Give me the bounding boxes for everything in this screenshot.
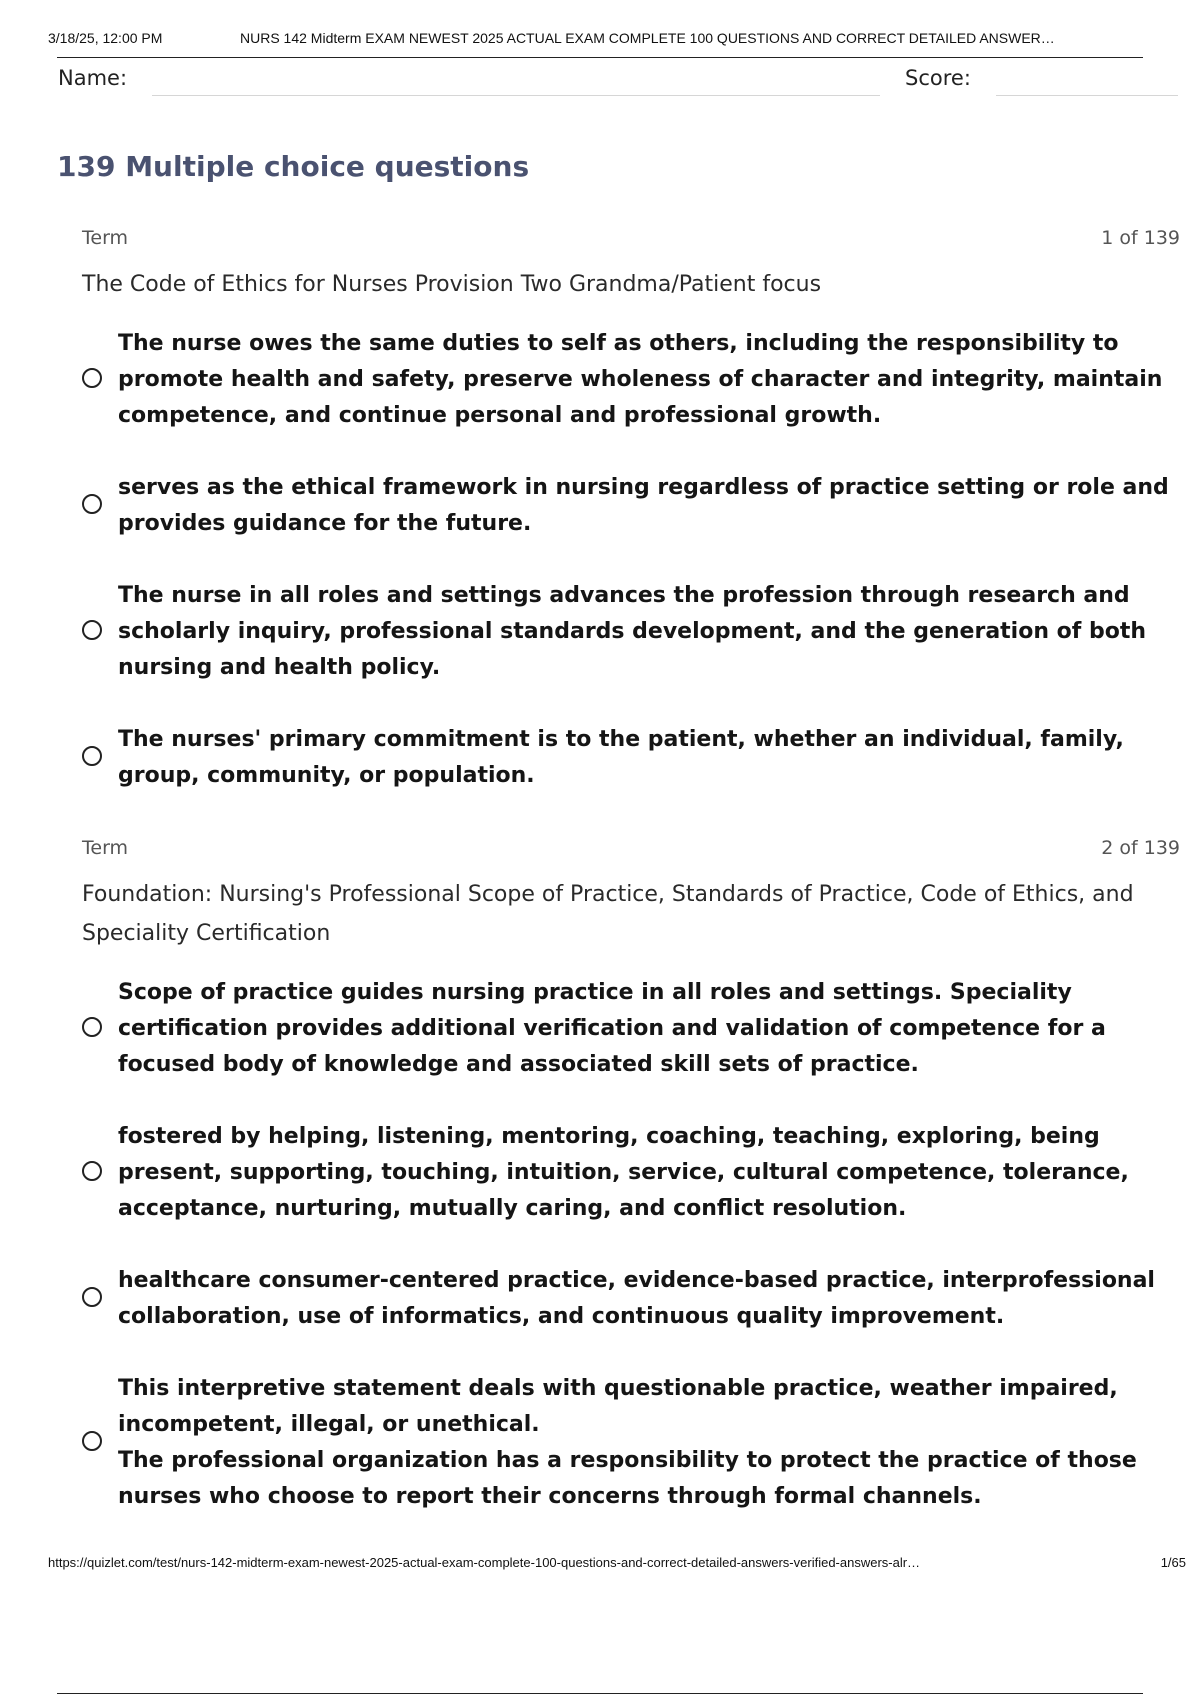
answer-option[interactable] <box>82 1263 1180 1335</box>
radio-button-icon[interactable] <box>82 1017 102 1037</box>
name-field[interactable] <box>152 95 880 96</box>
answer-option[interactable] <box>82 470 1180 542</box>
option-text: The nurses' primary commitment is to the patient, whether an individual, family, group, community, or population. <box>118 727 1124 788</box>
term-counter: 2 of 139 <box>1101 837 1180 859</box>
option-text: The nurse in all roles and settings advances the profession through research and scholarly inquiry, professional standards development, and the generation of both nursing and health policy. <box>118 583 1147 680</box>
radio-button-icon[interactable] <box>82 1287 102 1307</box>
print-datetime: 3/18/25, 12:00 PM <box>48 30 163 46</box>
term-header <box>82 837 1180 865</box>
option-text: serves as the ethical framework in nursing regardless of practice setting or role and provides guidance for the future. <box>118 475 1169 536</box>
term-text: Foundation: Nursing's Professional Scope of Practice, Standards of Practice, Code of Ethics, and Speciality Certification <box>82 882 1134 946</box>
term-counter: 1 of 139 <box>1101 227 1180 249</box>
option-text: This interpretive statement deals with questionable practice, weather impaired, incompetent, illegal, or unethical. <box>118 1376 1118 1437</box>
radio-button-icon[interactable] <box>82 1431 102 1451</box>
print-title: NURS 142 Midterm EXAM NEWEST 2025 ACTUAL EXAM COMPLETE 100 QUESTIONS AND CORRECT DETAILED ANSWER… <box>240 30 1055 46</box>
section-heading: 139 Multiple choice questions <box>57 150 530 183</box>
term-block <box>82 227 1180 794</box>
answer-option[interactable] <box>82 326 1180 434</box>
term-label: Term <box>82 227 129 249</box>
score-field[interactable] <box>996 95 1178 96</box>
answer-option[interactable] <box>82 1371 1180 1515</box>
answer-option[interactable] <box>82 722 1180 794</box>
option-text: healthcare consumer-centered practice, evidence-based practice, interprofessional collaboration, use of informatics, and continuous quality improvement. <box>118 1268 1155 1329</box>
option-text: Scope of practice guides nursing practice in all roles and settings. Speciality certification provides additional verification and validation of competence for a focused body of knowledge and associated skill sets of practice. <box>118 980 1106 1077</box>
radio-button-icon[interactable] <box>82 368 102 388</box>
name-score-row <box>58 66 1178 100</box>
option-text: The nurse owes the same duties to self as others, including the responsibility to promote health and safety, preserve wholeness of character and integrity, maintain competence, and continue personal and professional growth. <box>118 331 1163 428</box>
answer-option[interactable] <box>82 975 1180 1083</box>
term-label: Term <box>82 837 129 859</box>
term-block <box>82 837 1180 1515</box>
answer-option[interactable] <box>82 578 1180 686</box>
radio-button-icon[interactable] <box>82 620 102 640</box>
term-header <box>82 227 1180 255</box>
name-label: Name: <box>58 66 128 90</box>
radio-button-icon[interactable] <box>82 494 102 514</box>
radio-button-icon[interactable] <box>82 746 102 766</box>
option-text: fostered by helping, listening, mentoring, coaching, teaching, exploring, being present, supporting, touching, intuition, service, cultural competence, tolerance, acceptance, nurturing, mutually caring, and conflict resolution. <box>118 1124 1129 1221</box>
footer-url: https://quizlet.com/test/nurs-142-midterm-exam-newest-2025-actual-exam-complete-100-questions-and-correct-detailed-answers-verified-answers-alr… <box>48 1555 921 1570</box>
option-text: The professional organization has a responsibility to protect the practice of those nurses who choose to report their concerns through formal channels. <box>118 1448 1137 1509</box>
term-text: The Code of Ethics for Nurses Provision Two Grandma/Patient focus <box>82 272 822 297</box>
header-divider <box>57 57 1143 58</box>
page-number: 1/65 <box>1160 1555 1186 1570</box>
score-label: Score: <box>905 66 971 90</box>
bottom-divider <box>57 1693 1143 1694</box>
radio-button-icon[interactable] <box>82 1161 102 1181</box>
answer-option[interactable] <box>82 1119 1180 1227</box>
